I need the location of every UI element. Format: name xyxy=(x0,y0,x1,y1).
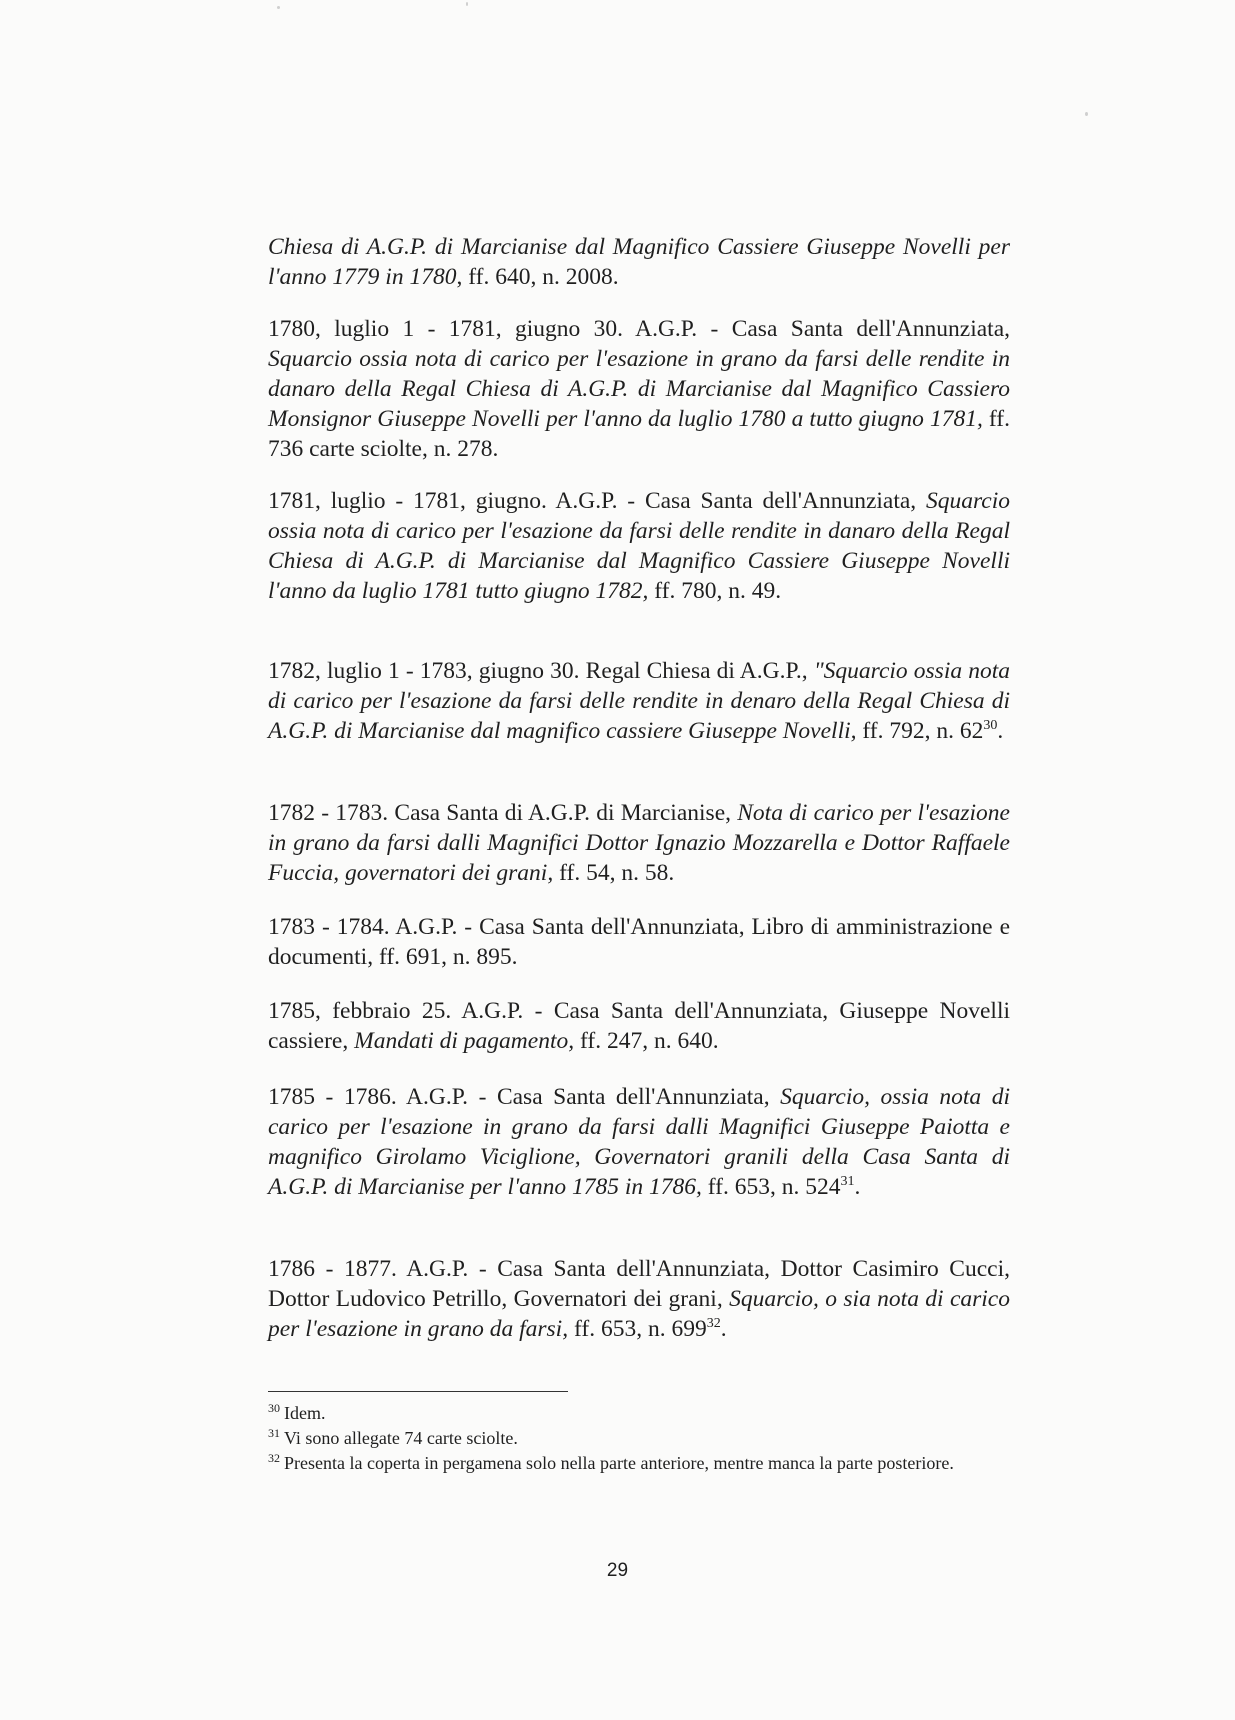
paper-speck xyxy=(277,6,280,9)
footnote-30: $^{30}$ Idem. xyxy=(268,1401,326,1423)
archive-entry-8: 1785 - 1786. A.G.P. - Casa Santa dell'Annunziata, Squarcio, ossia nota di carico per l'esazione in grano da farsi dalli Magnifici Giuseppe Paiotta e magnifico Girolamo Viciglione, Governatori granili della Casa Santa di A.G.P. di Marcianise per l'anno 1785 in 1786, ff. 653, n. $524^{31}$. xyxy=(268,1084,1010,1200)
archive-entry-4: 1782, luglio 1 - 1783, giugno 30. Regal Chiesa di A.G.P., "Squarcio ossia nota di carico per l'esazione da farsi delle rendite in denaro della Regal Chiesa di A.G.P. di Marcianise dal magnifico cassiere Giuseppe Novelli, ff. 792, n. $62^{30}$. xyxy=(268,658,1011,744)
paper-speck xyxy=(1085,112,1088,116)
page-number: 29 xyxy=(606,1560,629,1581)
archive-entry-7: 1785, febbraio 25. A.G.P. - Casa Santa dell'Annunziata, Giuseppe Novelli cassiere, Mandati di pagamento, ff. 247, n. 640. xyxy=(268,998,1010,1054)
archive-entry-5: 1782 - 1783. Casa Santa di A.G.P. di Marcianise, Nota di carico per l'esazione in grano da farsi dalli Magnifici Dottor Ignazio Mozzarella e Dottor Raffaele Fuccia, governatori dei grani, ff. 54, n. 58. xyxy=(268,800,1010,886)
footnote-31: $^{31}$ Vi sono allegate 74 carte sciolte. xyxy=(268,1426,518,1448)
archive-entry-6: 1783 - 1784. A.G.P. - Casa Santa dell'Annunziata, Libro di amministrazione e documenti, ff. 691, n. 895. xyxy=(268,914,1010,970)
paper-speck xyxy=(466,2,468,6)
footnote-32: $^{32}$ Presenta la coperta in pergamena solo nella parte anteriore, mentre manca la parte posteriore. xyxy=(268,1451,954,1473)
archive-entry-9: 1786 - 1877. A.G.P. - Casa Santa dell'Annunziata, Dottor Casimiro Cucci, Dottor Ludovico Petrillo, Governatori dei grani, Squarcio, o sia nota di carico per l'esazione in grano da farsi, ff. 653, n. $699^{32}$. xyxy=(268,1256,1010,1342)
archive-entry-2: 1780, luglio 1 - 1781, giugno 30. A.G.P. - Casa Santa dell'Annunziata, Squarcio ossia nota di carico per l'esazione in grano da farsi delle rendite in danaro della Regal Chiesa di A.G.P. di Marcianise dal Magnifico Cassiero Monsignor Giuseppe Novelli per l'anno da luglio 1780 a tutto giugno 1781, ff. 736 carte sciolte, n. 278. xyxy=(268,316,1011,462)
footnote-separator xyxy=(268,1391,568,1392)
archive-entry-3: 1781, luglio - 1781, giugno. A.G.P. - Casa Santa dell'Annunziata, Squarcio ossia nota di carico per l'esazione da farsi delle rendite in danaro della Regal Chiesa di A.G.P. di Marcianise dal Magnifico Cassiere Giuseppe Novelli l'anno da luglio 1781 tutto giugno 1782, ff. 780, n. 49. xyxy=(268,488,1010,604)
archive-entry-1: Chiesa di A.G.P. di Marcianise dal Magnifico Cassiere Giuseppe Novelli per l'anno 1779 in 1780, ff. 640, n. 2008. xyxy=(268,234,1010,290)
